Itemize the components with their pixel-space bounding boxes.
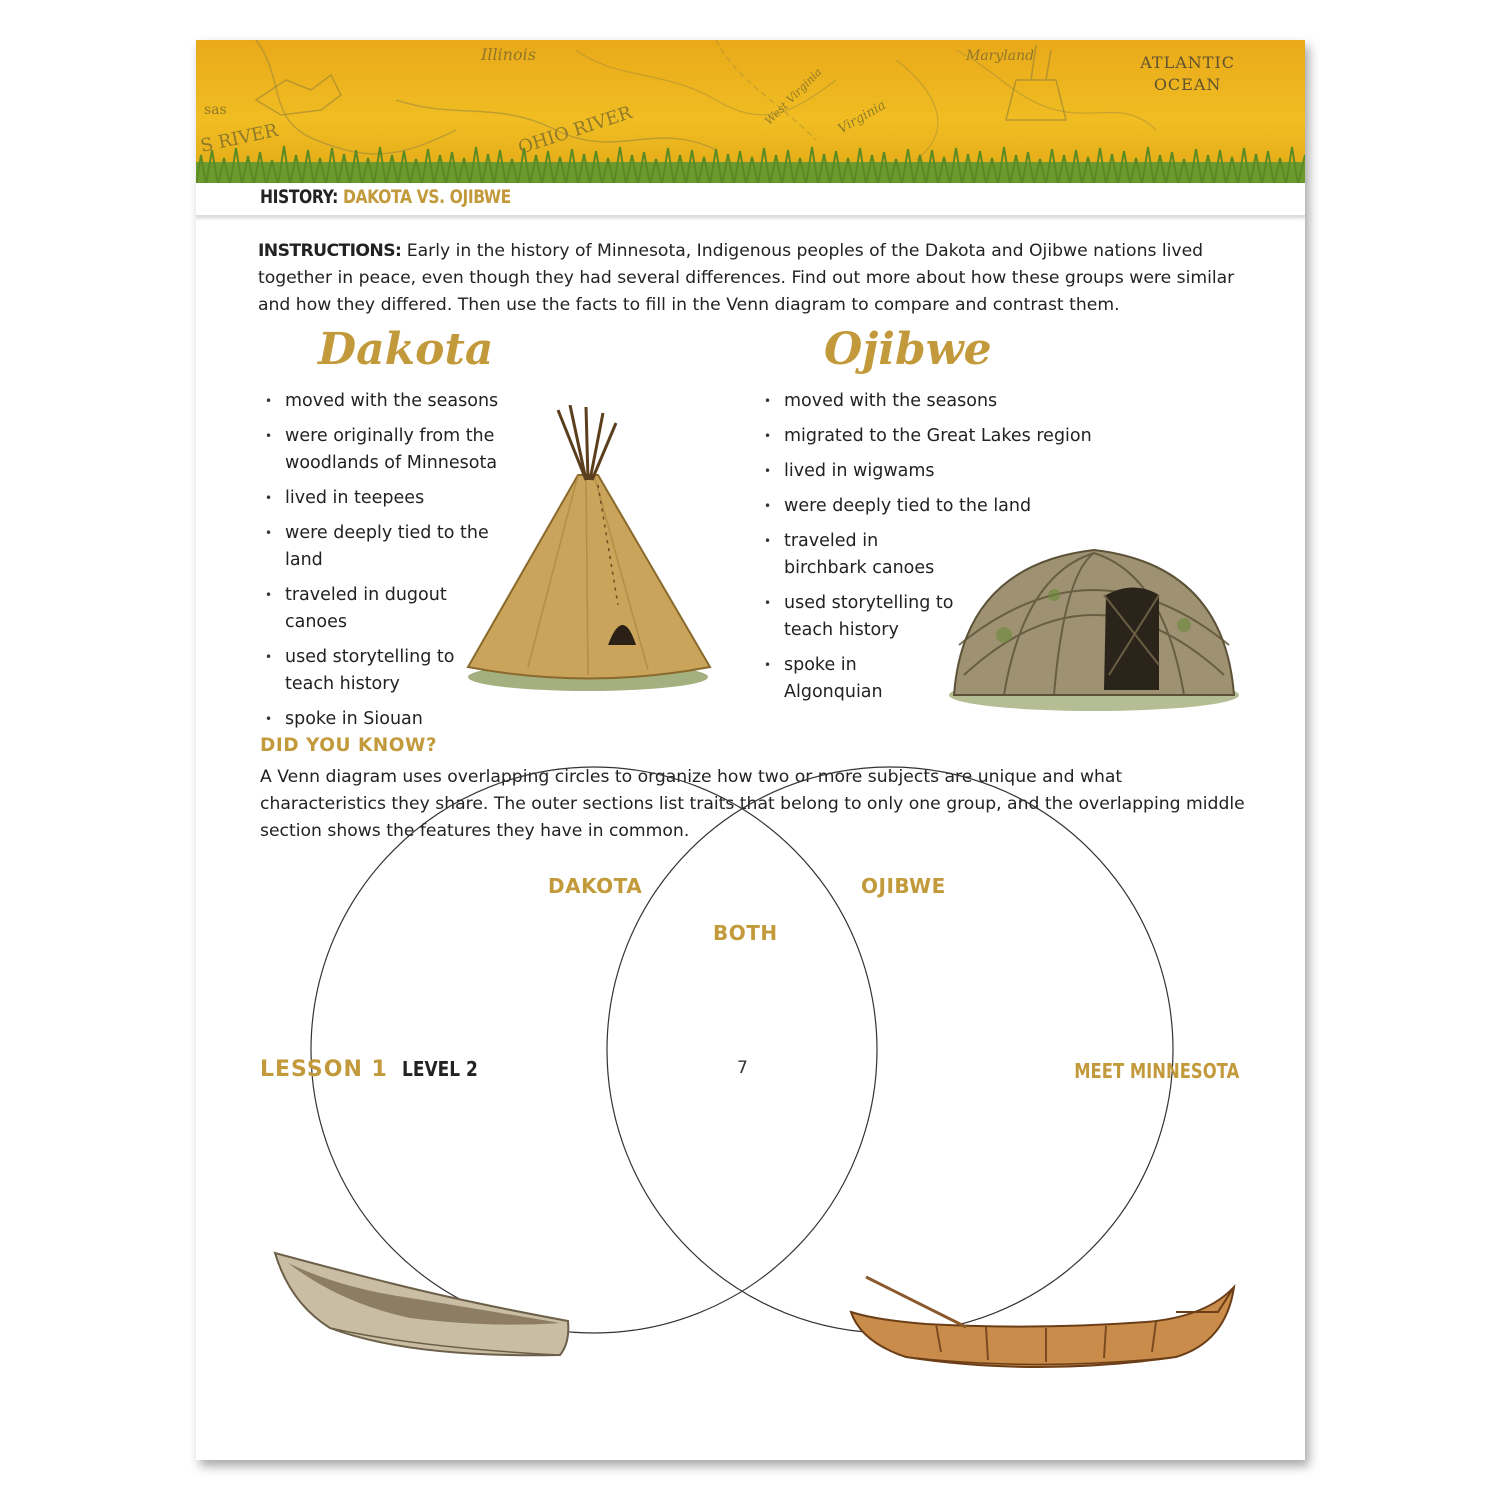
ojibwe-fact: • were deeply tied to the land [760,493,1100,520]
dakota-fact: • moved with the seasons [261,388,531,415]
instructions-label: INSTRUCTIONS: [258,241,402,261]
dakota-title: Dakota [318,324,494,375]
section-header-bar [196,183,1305,217]
venn-label-dakota: DAKOTA [548,874,643,898]
dakota-fact: • traveled in dugout canoes [261,582,460,636]
ojibwe-fact: • traveled in birchbark canoes [760,528,959,582]
birchbark-canoe-illustration [846,1272,1238,1377]
section-topic: DAKOTA VS. OJIBWE [342,186,511,208]
instructions [258,238,1248,319]
dakota-fact: • were originally from the woodlands of Minnesota [261,423,531,477]
dugout-canoe-illustration [270,1243,570,1373]
map-label-maryland: Maryland [966,48,1035,64]
grass-strip [196,140,1305,185]
map-label-illinois: Illinois [481,45,536,64]
worksheet-page [196,40,1305,1460]
dakota-fact: • used storytelling to teach history [261,644,475,698]
venn-circle-right [607,767,1173,1333]
footer-lesson-level [260,1057,491,1082]
wigwam-illustration [944,535,1244,715]
ojibwe-title: Ojibwe [824,324,992,375]
dakota-fact: • were deeply tied to the land [261,520,531,574]
ojibwe-fact: • moved with the seasons [760,388,1100,415]
atlantic-ocean-label [1140,52,1235,96]
ojibwe-fact: • lived in wigwams [760,458,1100,485]
ocean-label-line2: OCEAN [1153,75,1222,94]
ojibwe-fact: • migrated to the Great Lakes region [760,423,1100,450]
teepee-illustration [458,405,720,695]
section-subject: HISTORY: [260,186,338,208]
map-label-river: S RIVER [198,120,280,157]
instructions-text: Early in the history of Minnesota, Indigenous peoples of the Dakota and Ojibwe nations lived together in peace, even though they had several differences. Find out more about how these groups were similar and how they differed. Then use the facts to fill in the Venn diagram to compare and contrast them. [258,241,1235,315]
section-title [260,186,511,208]
did-you-know-text: A Venn diagram uses overlapping circles to organize how two or more subjects are unique and what characteristics they share. The outer sections list traits that belong to only one group, and the overlapping middle section shows the features they have in common. [260,767,1245,841]
level-label: LEVEL 2 [401,1057,478,1081]
ocean-label-line1: ATLANTIC [1140,53,1235,72]
map-label-sas: sas [204,102,227,118]
book-title: MEET MINNESOTA [1073,1059,1239,1083]
lesson-label: LESSON 1 [260,1057,388,1082]
ojibwe-fact: • spoke in Algonquian [760,652,894,706]
ojibwe-fact: • used storytelling to teach history [760,590,954,644]
venn-label-both: BOTH [713,921,778,945]
map-label-west-virginia: West Virginia [762,65,825,128]
map-label-virginia: Virginia [835,97,889,138]
dakota-fact: • lived in teepees [261,485,531,512]
dakota-fact: • spoke in Siouan [261,706,531,733]
venn-label-ojibwe: OJIBWE [861,874,946,898]
page-number: 7 [737,1058,748,1078]
did-you-know-title: DID YOU KNOW? [260,735,438,756]
map-label-ohio-river: OHIO RIVER [515,102,635,159]
map-banner [196,40,1305,185]
